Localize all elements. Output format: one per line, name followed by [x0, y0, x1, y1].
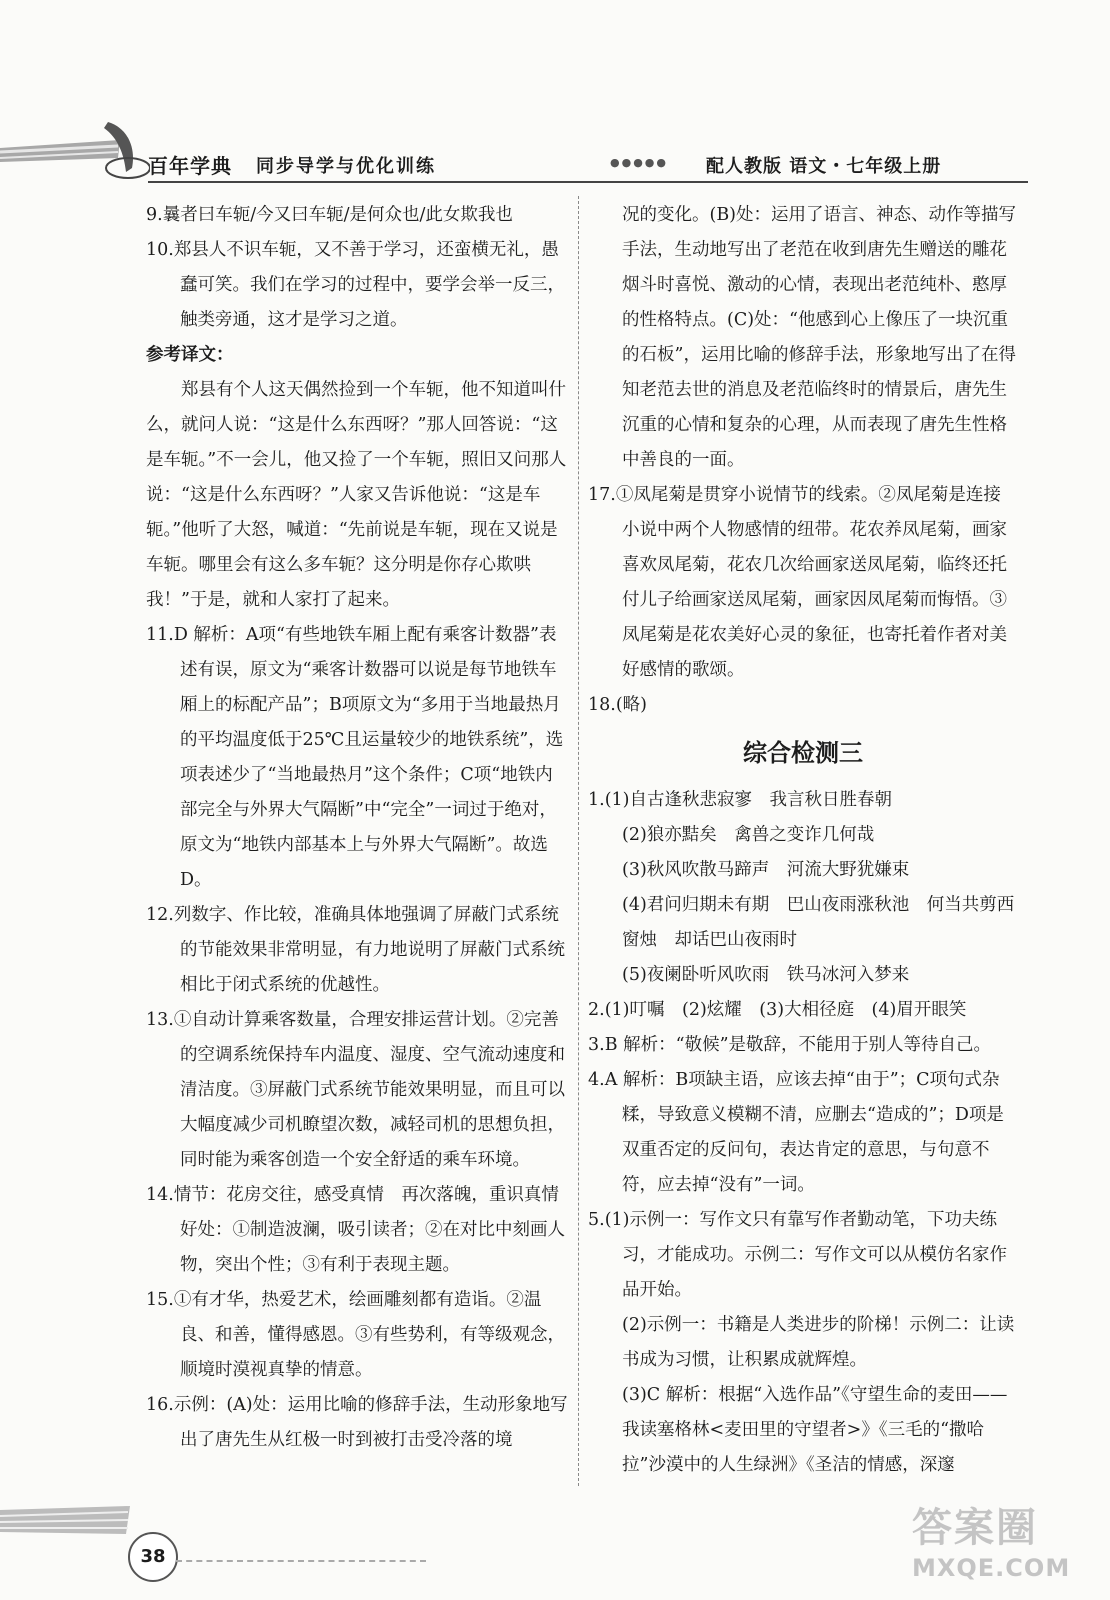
answer-item: 2.(1)叮嘱 (2)炫耀 (3)大相径庭 (4)眉开眼笑: [588, 1000, 967, 1020]
answer-subitem: (2)示例一：书籍是人类进步的阶梯！示例二：让读书成为习惯，让积累成就辉煌。: [622, 1315, 1015, 1370]
answer-subitem: (3)秋风吹散马蹄声 河流大野犹嫌束: [622, 860, 910, 880]
page-number: 38: [128, 1532, 178, 1582]
page-header: [0, 0, 1110, 200]
answer-item: 10.郑县人不识车轭，又不善于学习，还蛮横无礼，愚蠢可笑。我们在学习的过程中，要学会举一反三，触类旁通，这才是学习之道。: [146, 240, 565, 330]
header-dots: ●●●●●: [610, 156, 668, 169]
footer-dashed-rule: [176, 1560, 426, 1562]
answer-subitem: (3)C 解析：根据“入选作品”《守望生命的麦田——我读塞格林<麦田里的守望者>》《三毛的“撒哈拉”沙漠中的人生绿洲》《圣洁的情感，深邃: [622, 1385, 1008, 1475]
answer-item: 5.(1)示例一：写作文只有靠写作者勤动笔，下功夫练习，才能成功。示例二：写作文可以从模仿名家作品开始。: [588, 1210, 1007, 1300]
answer-subitem: (4)君问归期未有期 巴山夜雨涨秋池 何当共剪西窗烛 却话巴山夜雨时: [622, 895, 1015, 950]
column-divider: [578, 196, 579, 1486]
translation-label: 参考译文：: [146, 345, 234, 365]
watermark-url: MXQE.COM: [912, 1554, 1071, 1582]
watermark-logo: 答案圈: [912, 1505, 1038, 1551]
answer-item: 18.(略): [588, 695, 647, 715]
section-title: 综合检测三: [743, 739, 863, 767]
answer-item: 11.D 解析：A项“有些地铁车厢上配有乘客计数器”表述有误，原文为“乘客计数器可以说是每节地铁车厢上的标配产品”；B项原文为“多用于当地最热月的平均温度低于25℃且运量较少的地铁系统”，选项表述少了“当地最热月”这个条件；C项“地铁内部完全与外界大气隔断”中“完全”一词过于绝对，原文为“地铁内部基本上与外界大气隔断”。故选D。: [146, 625, 564, 890]
edition-label: 配人教版 语文・七年级上册: [706, 156, 942, 177]
header-rule: [148, 181, 1028, 183]
answer-subitem: (2)狼亦黠矣 禽兽之变诈几何哉: [622, 825, 875, 845]
left-column: [146, 198, 577, 1458]
answer-item: 15.①有才华，热爱艺术，绘画雕刻都有造诣。②温良、和善，懂得感恩。③有些势利，有等级观念，顺境时漠视真挚的情意。: [146, 1290, 565, 1380]
answer-item: 4.A 解析：B项缺主语，应该去掉“由于”；C项句式杂糅，导致意义模糊不清，应删去“造成的”；D项是双重否定的反问句，表达肯定的意思，与句意不符，应去掉“没有”一词。: [588, 1070, 1004, 1195]
answer-item: 13.①自动计算乘客数量，合理安排运营计划。②完善的空调系统保持车内温度、湿度、空气流动速度和清洁度。③屏蔽门式系统节能效果明显，而且可以大幅度减少司机瞭望次数，减轻司机的思想负担，同时能为乘客创造一个安全舒适的乘车环境。: [146, 1010, 565, 1170]
answer-item: 3.B 解析：“敬候”是敬辞，不能用于别人等待自己。: [588, 1035, 992, 1055]
answer-item: 9.曩者曰车轭/今又曰车轭/是何众也/此女欺我也: [146, 205, 513, 225]
answer-item: 1.(1)自古逢秋悲寂寥 我言秋日胜春朝: [588, 790, 892, 810]
translation-paragraph: 郑县有个人这天偶然捡到一个车轭，他不知道叫什么，就问人说：“这是什么东西呀？”那人回答说：“这是车轭。”不一会儿，他又捡了一个车轭，照旧又问那人说：“这是什么东西呀？”人家又告诉他说：“这是车轭。”他听了大怒，喊道：“先前说是车轭，现在又说是车轭。哪里会有这么多车轭？这分明是你存心欺哄我！”于是，就和人家打了起来。: [146, 380, 567, 610]
answer-item: 14.情节：花房交往，感受真情 再次落魄，重识真情 好处：①制造波澜，吸引读者；②在对比中刻画人物，突出个性；③有利于表现主题。: [146, 1185, 577, 1275]
right-column: [588, 198, 1018, 1483]
answer-item: 12.列数字、作比较，准确具体地强调了屏蔽门式系统的节能效果非常明显，有力地说明了屏蔽门式系统相比于闭式系统的优越性。: [146, 905, 565, 995]
quill-logo-icon: [0, 118, 150, 188]
answer-item: 17.①凤尾菊是贯穿小说情节的线索。②凤尾菊是连接小说中两个人物感情的纽带。花农养凤尾菊，画家喜欢凤尾菊，花农几次给画家送凤尾菊，临终还托付儿子给画家送凤尾菊，画家因凤尾菊而悔悟。③凤尾菊是花农美好心灵的象征，也寄托着作者对美好感情的歌颂。: [588, 485, 1007, 680]
answer-continuation: 况的变化。(B)处：运用了语言、神态、动作等描写手法，生动地写出了老范在收到唐先生赠送的雕花烟斗时喜悦、激动的心情，表现出老范纯朴、憨厚的性格特点。(C)处：“他感到心上像压了一块沉重的石板”，运用比喻的修辞手法，形象地写出了在得知老范去世的消息及老范临终时的情景后，唐先生沉重的心情和复杂的心理，从而表现了唐先生性格中善良的一面。: [622, 205, 1017, 470]
watermark: [912, 1504, 1098, 1590]
footer-swoosh-icon: [0, 1500, 140, 1540]
brand-title: 百年学典: [148, 154, 232, 178]
answer-item: 16.示例：(A)处：运用比喻的修辞手法，生动形象地写出了唐先生从红极一时到被打击受冷落的境: [146, 1395, 568, 1450]
series-title: 同步导学与优化训练: [256, 156, 436, 177]
answer-subitem: (5)夜阑卧听风吹雨 铁马冰河入梦来: [622, 965, 910, 985]
